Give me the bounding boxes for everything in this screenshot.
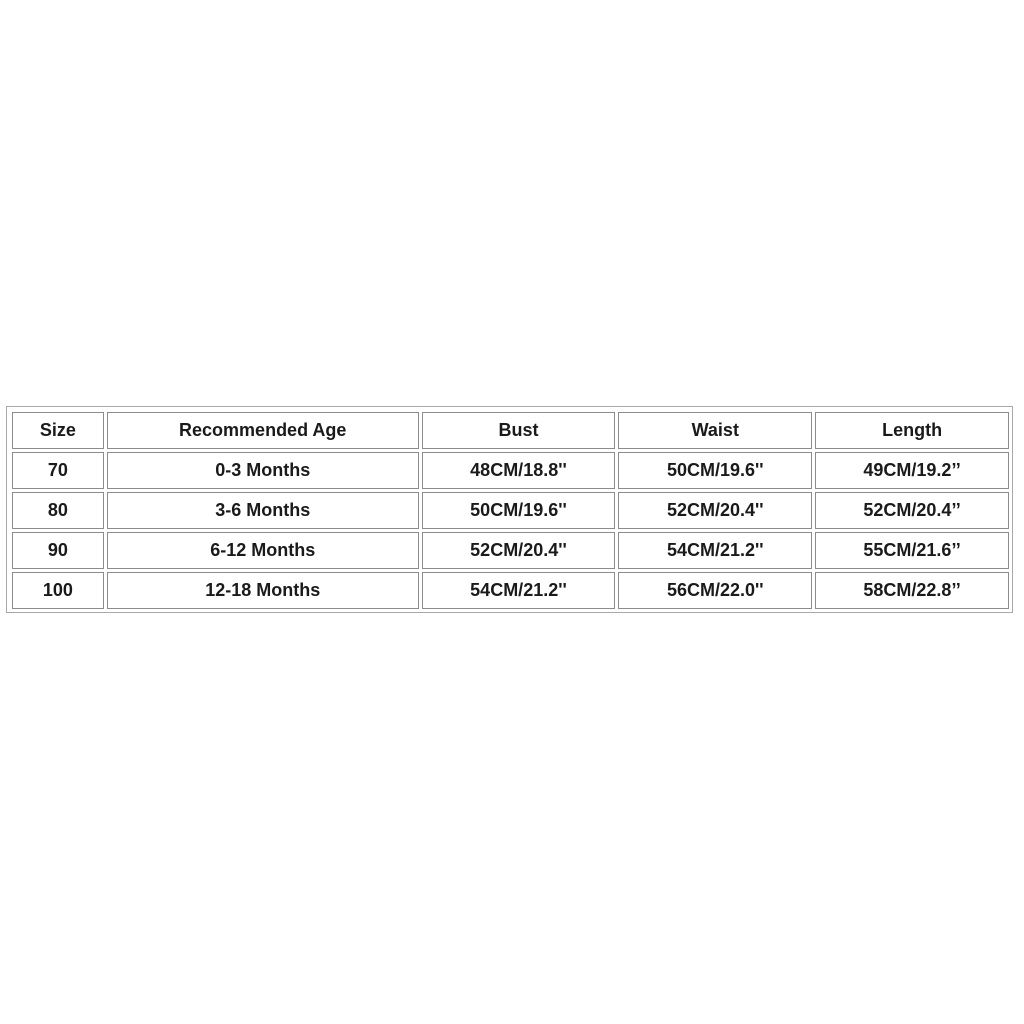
cell-length: 58CM/22.8’’ <box>815 572 1009 609</box>
header-length: Length <box>815 412 1009 449</box>
table-row <box>12 572 1009 609</box>
size-chart-table <box>9 409 1012 612</box>
header-recommended-age: Recommended Age <box>107 412 419 449</box>
cell-waist: 56CM/22.0'' <box>618 572 812 609</box>
cell-waist: 50CM/19.6'' <box>618 452 812 489</box>
size-chart <box>6 406 1013 613</box>
table-header-row <box>12 412 1009 449</box>
cell-bust: 50CM/19.6'' <box>422 492 616 529</box>
cell-length: 52CM/20.4’’ <box>815 492 1009 529</box>
header-size: Size <box>12 412 104 449</box>
table-row <box>12 452 1009 489</box>
cell-length: 49CM/19.2’’ <box>815 452 1009 489</box>
cell-bust: 52CM/20.4'' <box>422 532 616 569</box>
header-bust: Bust <box>422 412 616 449</box>
cell-size: 90 <box>12 532 104 569</box>
cell-size: 80 <box>12 492 104 529</box>
cell-size: 100 <box>12 572 104 609</box>
cell-waist: 54CM/21.2'' <box>618 532 812 569</box>
cell-age: 3-6 Months <box>107 492 419 529</box>
table-row <box>12 492 1009 529</box>
table-row <box>12 532 1009 569</box>
header-waist: Waist <box>618 412 812 449</box>
cell-bust: 48CM/18.8'' <box>422 452 616 489</box>
cell-length: 55CM/21.6’’ <box>815 532 1009 569</box>
cell-bust: 54CM/21.2'' <box>422 572 616 609</box>
cell-age: 6-12 Months <box>107 532 419 569</box>
cell-age: 0-3 Months <box>107 452 419 489</box>
cell-waist: 52CM/20.4'' <box>618 492 812 529</box>
cell-size: 70 <box>12 452 104 489</box>
cell-age: 12-18 Months <box>107 572 419 609</box>
